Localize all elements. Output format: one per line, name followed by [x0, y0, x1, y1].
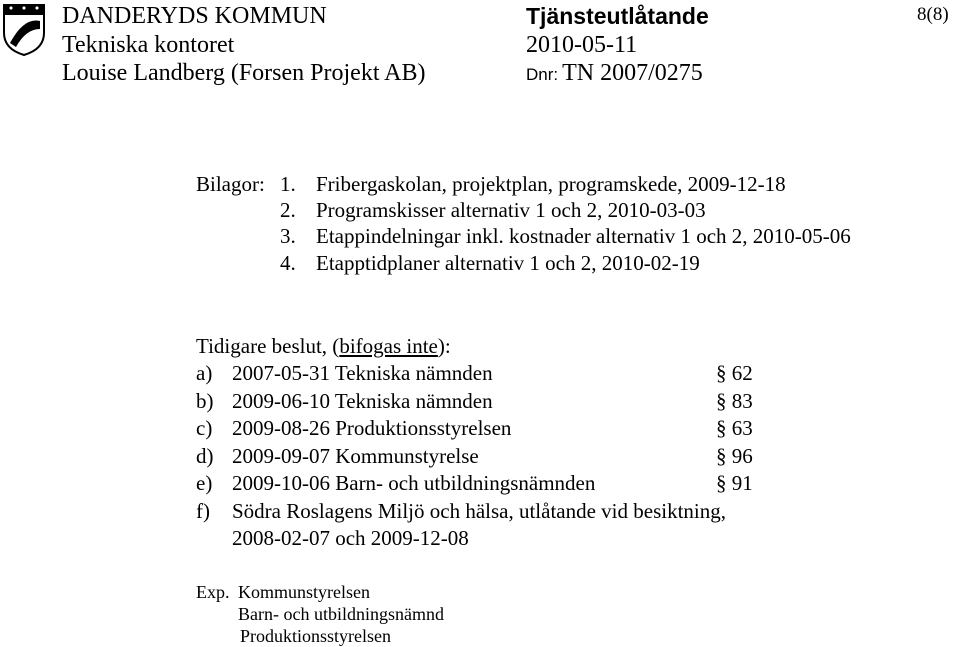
decision-label: c) [196, 416, 213, 440]
document-type: Tjänsteutlåtande [526, 3, 709, 29]
distribution-recipient: Barn- och utbildningsnämnd [238, 604, 444, 624]
decision-row [196, 443, 776, 471]
decision-text: 2009-10-06 Barn- och utbildningsnämnden [232, 471, 596, 495]
author-name: Louise Landberg (Forsen Projekt AB) [62, 60, 426, 86]
decisions-heading [196, 333, 451, 359]
decision-section-ref: § 83 [716, 389, 753, 413]
attachment-num: 2. [280, 198, 296, 222]
coat-of-arms-icon [2, 3, 46, 57]
distribution-recipient: Kommunstyrelsen [238, 582, 370, 602]
decision-section-ref: § 63 [716, 416, 753, 440]
decisions-heading-suffix: ): [437, 334, 451, 358]
decision-row [196, 470, 776, 498]
decision-section-ref: § 91 [716, 471, 753, 495]
decision-label: d) [196, 444, 214, 468]
department-name: Tekniska kontoret [62, 32, 235, 58]
decision-row [196, 360, 776, 388]
municipality-logo [2, 3, 46, 57]
attachment-item: Fribergaskolan, projektplan, programskede, 2009-12-18 [316, 172, 786, 196]
decision-label: b) [196, 389, 214, 413]
org-name: DANDERYDS KOMMUN [62, 3, 327, 29]
decision-row [196, 498, 816, 526]
attachment-item: Programskisser alternativ 1 och 2, 2010-03-03 [316, 198, 706, 222]
document-date: 2010-05-11 [526, 32, 638, 58]
attachment-item: Etapptidplaner alternativ 1 och 2, 2010-02-19 [316, 251, 700, 275]
decisions-heading-prefix: Tidigare beslut, ( [196, 334, 340, 358]
attachment-num: 3. [280, 224, 296, 248]
decision-text-continued: 2008-02-07 och 2009-12-08 [232, 526, 469, 550]
decision-text: 2009-08-26 Produktionsstyrelsen [232, 416, 512, 440]
distribution-label: Exp. [196, 582, 230, 602]
decision-label: e) [196, 471, 213, 495]
decision-text: 2009-09-07 Kommunstyrelse [232, 444, 479, 468]
attachment-num: 1. [280, 172, 296, 196]
decision-section-ref: § 62 [716, 361, 753, 385]
attachments-label: Bilagor: [196, 172, 265, 196]
dnr-label: Dnr: [526, 65, 559, 84]
decision-text: 2007-05-31 Tekniska nämnden [232, 361, 493, 385]
decision-label: a) [196, 361, 213, 385]
decision-row [196, 415, 776, 443]
page-number: 8(8) [917, 4, 949, 25]
dnr-value: TN 2007/0275 [562, 60, 703, 86]
decision-label: f) [196, 499, 210, 523]
decision-row [196, 388, 776, 416]
registration-number [526, 59, 703, 87]
attachment-item: Etappindelningar inkl. kostnader alternativ 1 och 2, 2010-05-06 [316, 224, 851, 248]
attachment-num: 4. [280, 251, 296, 275]
decisions-heading-underlined: bifogas inte [339, 334, 438, 358]
decision-text: 2009-06-10 Tekniska nämnden [232, 389, 493, 413]
decision-section-ref: § 96 [716, 444, 753, 468]
decision-text: Södra Roslagens Miljö och hälsa, utlåtande vid besiktning, [232, 499, 727, 523]
distribution-recipient: Produktionsstyrelsen [240, 626, 391, 646]
